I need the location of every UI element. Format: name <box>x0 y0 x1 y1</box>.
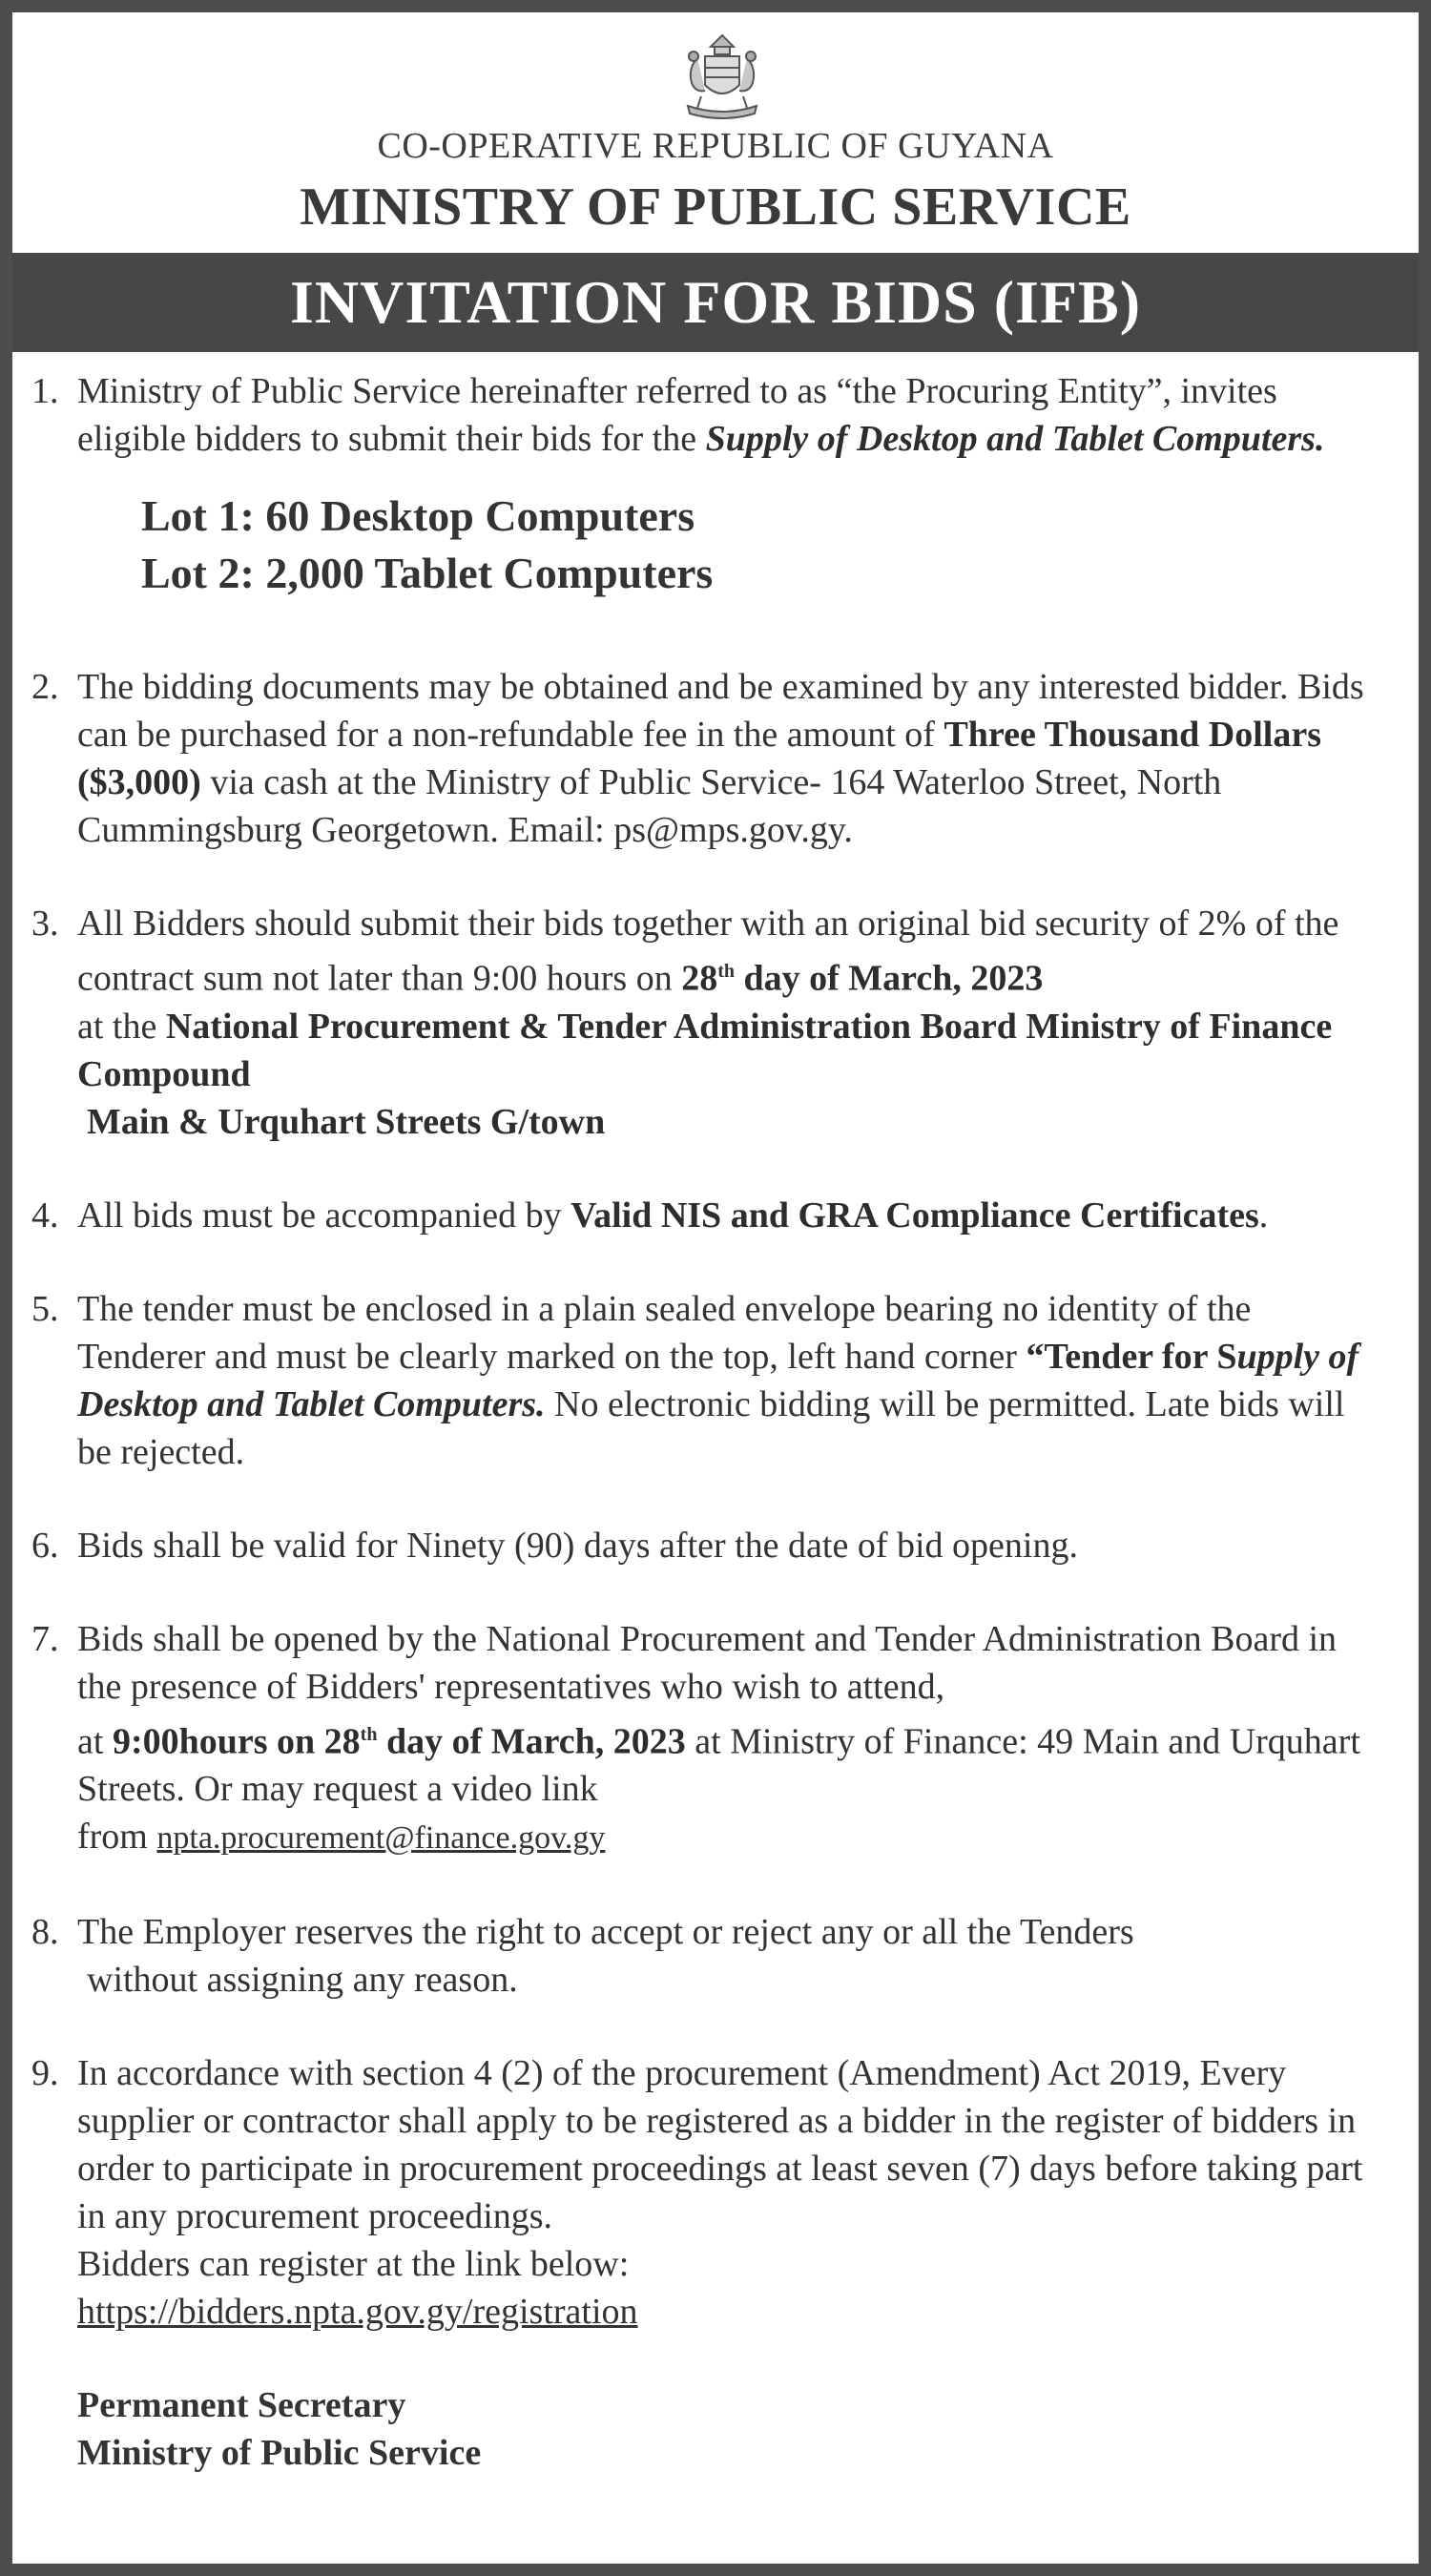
registration-link[interactable]: https://bidders.npta.gov.gy/registration <box>77 2292 638 2333</box>
notice-body <box>12 367 1419 2477</box>
lots-list <box>12 488 1419 602</box>
clause-date-rest: day of March, 2023 <box>735 958 1044 999</box>
clause-text-cont: at the <box>77 1006 166 1047</box>
clause-text-cont: Bidders can register at the link below: <box>77 2244 630 2285</box>
clause-7 <box>12 1615 1419 1863</box>
clause-emphasis: Valid NIS and GRA Compliance Certificates <box>570 1195 1259 1236</box>
clause-number: 4. <box>31 1195 59 1236</box>
clause-emphasis-italic: upply of Desktop and Tablet Computers. <box>77 1336 1359 1424</box>
clause-place: National Procurement & Tender Administration Board Ministry of Finance Compound <box>77 1006 1333 1094</box>
header <box>12 12 1419 251</box>
clause-text-cont: without assigning any reason. <box>87 1960 518 2001</box>
clause-text-cont: at Ministry of Finance: 49 Main and Urquhart Streets. Or may request a video link <box>77 1721 1360 1810</box>
clause-3 <box>12 900 1419 1146</box>
clause-4 <box>12 1192 1419 1239</box>
clause-text-from: from <box>77 1817 157 1858</box>
clause-text: Bids shall be valid for Ninety (90) days after the date of bid opening. <box>77 1525 1078 1566</box>
signatory-title: Permanent Secretary <box>77 2385 406 2426</box>
date-suffix: th <box>717 961 735 982</box>
clause-number: 7. <box>31 1618 59 1659</box>
clause-text: The Employer reserves the right to accept or reject any or all the Tenders <box>77 1912 1134 1953</box>
clause-emphasis: “Tender for S <box>1026 1336 1237 1377</box>
date-suffix: th <box>360 1723 378 1745</box>
coat-of-arms-emblem <box>673 30 772 125</box>
lot-2: Lot 2: 2,000 Tablet Computers <box>141 549 714 597</box>
clause-address: Main & Urquhart Streets G/town <box>87 1101 606 1142</box>
clause-text-at: at <box>77 1721 113 1762</box>
clause-number: 2. <box>31 667 59 707</box>
clause-text: Bids shall be opened by the National Procurement and Tender Administration Board in the presence of Bidders' representatives who wish to attend, <box>77 1618 1338 1707</box>
clause-number: 6. <box>31 1525 59 1566</box>
clause-emphasis: Supply of Desktop and Tablet Computers. <box>705 419 1325 459</box>
lot-1: Lot 1: 60 Desktop Computers <box>141 491 695 540</box>
clause-text: All bids must be accompanied by <box>77 1195 571 1236</box>
title-banner <box>12 253 1419 352</box>
country-name: CO-OPERATIVE REPUBLIC OF GUYANA <box>377 126 1054 166</box>
video-link-email[interactable]: npta.procurement@finance.gov.gy <box>156 1820 606 1857</box>
clause-1 <box>12 367 1419 463</box>
clause-time: 9:00hours on 28 <box>112 1721 361 1762</box>
signatory-org: Ministry of Public Service <box>77 2433 482 2474</box>
signature-block <box>12 2381 1419 2477</box>
clause-emphasis: Three Thousand Dollars ($3,000) <box>77 715 1322 802</box>
clause-text-cont: No electronic bidding will be permitted. Late bids will be rejected. <box>77 1383 1345 1472</box>
clause-text: The bidding documents may be obtained and be examined by any interested bidder. Bids can be purchased for a non-refundable fee in the amount of <box>77 667 1364 755</box>
clause-text: Ministry of Public Service hereinafter referred to as “the Procuring Entity”, invites eligible bidders to submit their bids for the <box>77 371 1277 459</box>
clause-text: The tender must be enclosed in a plain sealed envelope bearing no identity of the Tenderer and must be clearly marked on the top, left hand corner <box>77 1288 1252 1377</box>
clause-2 <box>12 663 1419 854</box>
clause-number: 5. <box>31 1288 59 1329</box>
clause-8 <box>12 1908 1419 2004</box>
clause-9 <box>12 2049 1419 2336</box>
clause-date-day: 28 <box>681 958 718 999</box>
clause-number: 9. <box>31 2053 59 2094</box>
clause-text-cont: via cash at the Ministry of Public Service- 164 Waterloo Street, North Cummingsburg Georgetown. Email: ps@mps.gov.gy. <box>77 762 1222 850</box>
ministry-name: MINISTRY OF PUBLIC SERVICE <box>300 177 1131 237</box>
banner-title: INVITATION FOR BIDS (IFB) <box>289 268 1142 336</box>
clause-text: In accordance with section 4 (2) of the procurement (Amendment) Act 2019, Every supplier or contractor shall apply to be registered as a bidder in the register of bidders in order to participate in procurement proceedings at least seven (7) days before taking part in any procurement proceedings. <box>77 2053 1363 2237</box>
clause-6 <box>12 1522 1419 1569</box>
clause-5 <box>12 1285 1419 1476</box>
clause-number: 8. <box>31 1912 59 1953</box>
clause-date-rest: day of March, 2023 <box>377 1721 686 1762</box>
clause-text-cont: . <box>1258 1195 1269 1236</box>
clause-number: 1. <box>31 371 59 411</box>
clause-text: All Bidders should submit their bids together with an original bid security of 2% of the contract sum not later than 9:00 hours on <box>77 904 1339 999</box>
clause-number: 3. <box>31 904 59 944</box>
